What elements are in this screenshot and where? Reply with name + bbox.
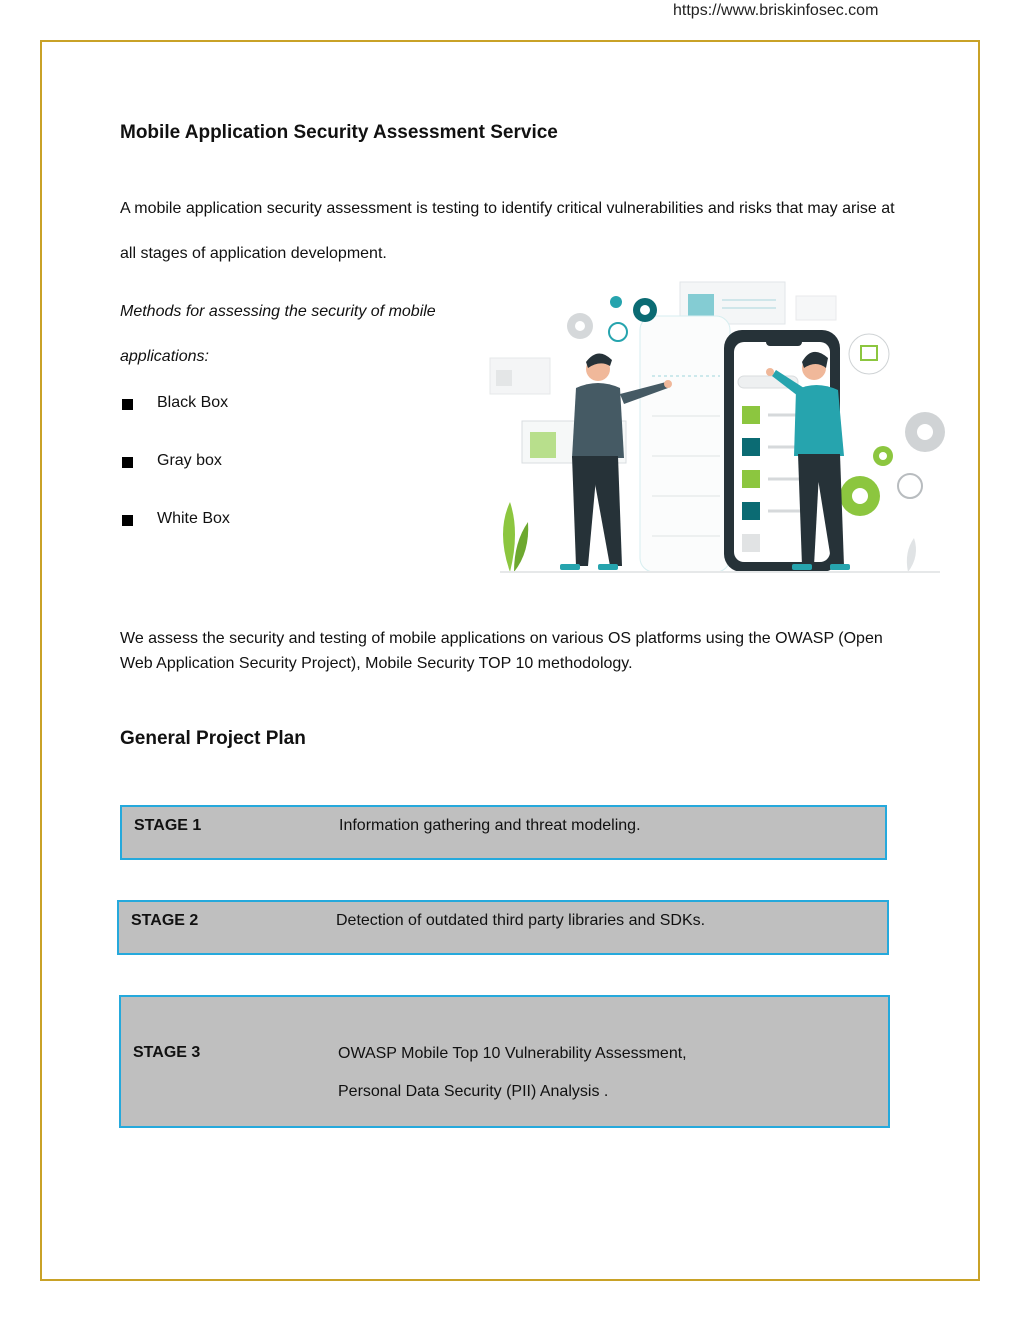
list-item <box>120 394 230 452</box>
mobile-testing-illustration <box>480 276 950 586</box>
stage-description: Information gathering and threat modeling. <box>339 817 641 834</box>
list-item <box>120 452 230 510</box>
stage-description-line: Personal Data Security (PII) Analysis . <box>338 1083 609 1100</box>
stage-3-box <box>119 995 890 1128</box>
project-plan-title: General Project Plan <box>120 728 306 749</box>
method-label: White Box <box>157 510 230 527</box>
stage-description <box>338 1035 687 1111</box>
methods-list <box>120 394 230 568</box>
square-bullet-icon <box>122 399 133 410</box>
square-bullet-icon <box>122 515 133 526</box>
method-label: Gray box <box>157 452 222 469</box>
method-label: Black Box <box>157 394 229 411</box>
stage-description-line: OWASP Mobile Top 10 Vulnerability Assessment, <box>338 1045 687 1062</box>
square-bullet-icon <box>122 457 133 468</box>
list-item <box>120 510 230 568</box>
intro-paragraph: A mobile application security assessment is testing to identify critical vulnerabilities and risks that may arise at all stages of application development. <box>120 200 895 262</box>
website-url: https://www.briskinfosec.com <box>673 2 879 19</box>
stage-label: STAGE 1 <box>134 817 202 834</box>
stage-description: Detection of outdated third party libraries and SDKs. <box>336 912 706 929</box>
methods-heading: Methods for assessing the security of mobile applications: <box>120 303 436 365</box>
stage-label: STAGE 2 <box>131 912 199 929</box>
stage-2-box <box>117 900 889 955</box>
assessment-paragraph: We assess the security and testing of mobile applications on various OS platforms using the OWASP (Open Web Application Security Project), Mobile Security TOP 10 methodology. <box>120 630 883 672</box>
page-title: Mobile Application Security Assessment Service <box>120 122 558 143</box>
stage-label: STAGE 3 <box>133 1044 201 1061</box>
stage-1-box <box>120 805 887 860</box>
